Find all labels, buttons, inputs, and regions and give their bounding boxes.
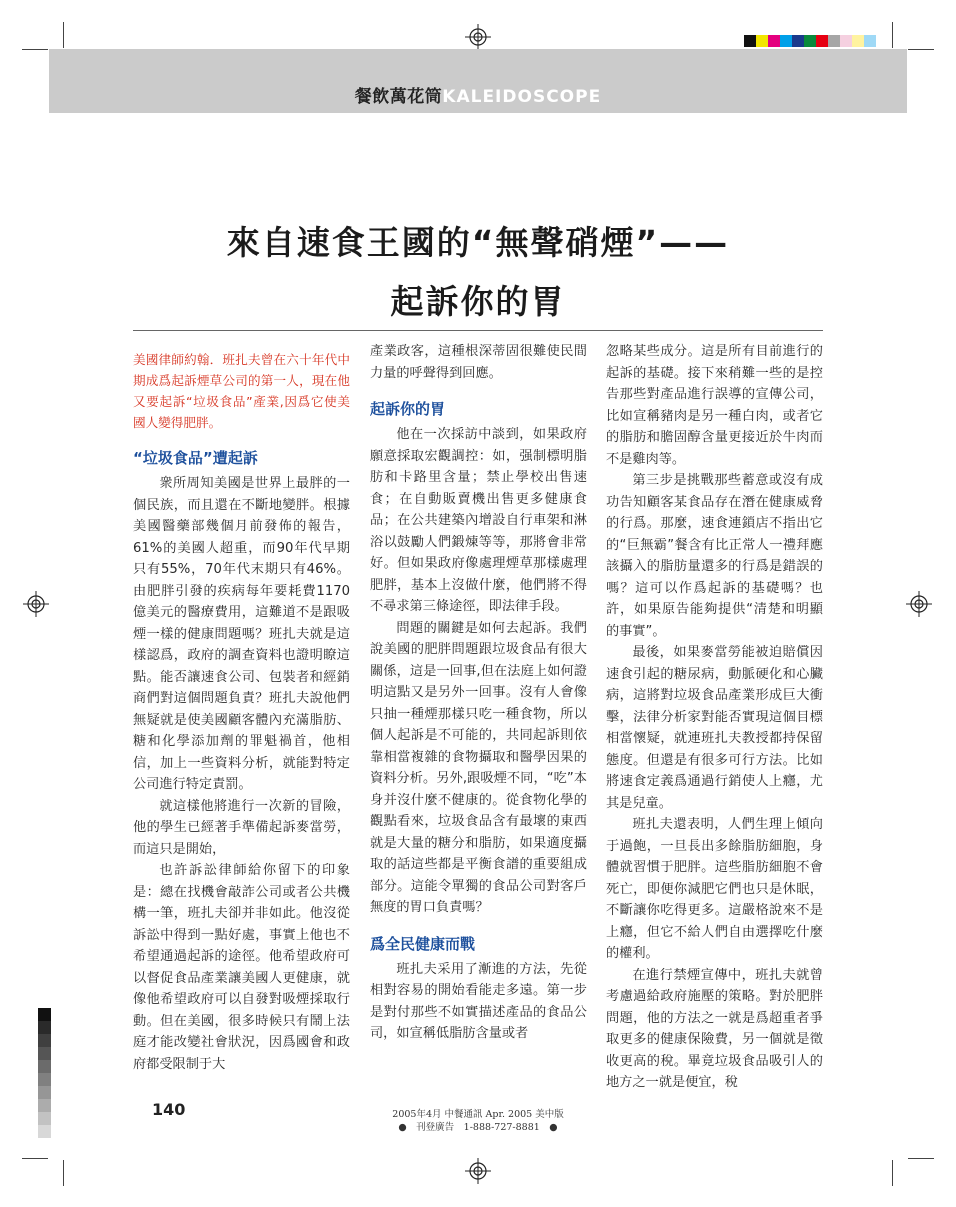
paragraph: 班扎夫采用了漸進的方法，先從相對容易的開始看能走多遠。第一步是對付那些不如實描述產品的食品公司，如宣稱低脂肪含量或者: [370, 961, 587, 1041]
crop-mark: [908, 49, 934, 50]
color-swatch: [792, 35, 804, 47]
registration-mark-icon: [906, 591, 932, 617]
gray-swatch: [38, 1034, 51, 1047]
registration-mark-icon: [465, 24, 491, 50]
crop-mark: [63, 1160, 64, 1186]
paragraph: 忽略某些成分。這是所有目前進行的起訴的基礎。接下來稍難一些的是控告那些對產品進行誤導的宣傳公司，比如宣稱豬肉是另一種白肉，或者它的脂肪和膽固醇含量更接近於牛肉而不是雞肉等。: [606, 344, 823, 467]
article-column-2: [370, 341, 587, 1045]
section-name-zh: 餐飲萬花筒: [354, 87, 443, 107]
gray-swatch: [38, 1086, 51, 1099]
article-title-line1: 來自速食王國的“無聲硝煙”——: [226, 223, 730, 262]
color-swatch: [756, 35, 768, 47]
color-swatch: [768, 35, 780, 47]
crop-mark: [22, 49, 48, 50]
page-number: 140: [152, 1100, 186, 1119]
crop-mark: [63, 22, 64, 48]
color-swatch: [780, 35, 792, 47]
crop-mark: [22, 1158, 48, 1159]
color-swatch: [816, 35, 828, 47]
color-swatch: [804, 35, 816, 47]
crop-mark: [892, 22, 893, 48]
paragraph: 也許訴訟律師給你留下的印象是：總在找機會敲詐公司或者公共機構一筆，班扎夫卻并非如此。他沒從訴訟中得到一點好處，事實上他也不希望通過起訴的途徑。他希望政府可以督促食品產業讓美國人更健康，就像他希望政府可以自發對吸煙採取行動。但在美國，很多時候只有鬧上法庭才能改變社會狀況，因爲國會和政府都受限制于大: [133, 863, 350, 1072]
paragraph: 產業政客，這種根深蒂固很難使民間力量的呼聲得到回應。: [370, 344, 587, 381]
paragraph: 問題的關鍵是如何去起訴。我們說美國的肥胖問題跟垃圾食品有很大關係，這是一回事,但在法庭上如何證明這點又是另外一回事。沒有人會像只抽一種煙那樣只吃一種食物，所以個人起訴是不可能的，共同起訴則依靠相當複雜的食物攝取和醫學因果的資料分析。另外,跟吸煙不同，“吃”本身并沒什麼不健康的。從食物化學的觀點看來，垃圾食品含有最壞的東西就是大量的糖分和脂肪，如果適度攝取的話這些都是平衡食譜的重要組成部分。這能令單獨的食品公司對客戶無度的胃口負責嗎？: [370, 620, 587, 915]
gray-swatch: [38, 1073, 51, 1086]
registration-mark-icon: [465, 1158, 491, 1184]
paragraph: 就這樣他將進行一次新的冒險，他的學生已經著手準備起訴麥當勞，而這只是開始，: [133, 798, 350, 857]
article-column-1: [133, 341, 350, 1075]
section-name-en: KALEIDOSCOPE: [442, 87, 602, 107]
gray-swatch: [38, 1008, 51, 1021]
color-swatch: [852, 35, 864, 47]
registration-mark-icon: [23, 591, 49, 617]
article-column-3: [606, 341, 823, 1094]
section-header: [0, 82, 956, 107]
article-intro: 美國律師約翰．班扎夫曾在六十年代中期成爲起訴煙草公司的第一人，現在他又要起訴“垃圾食品”產業,因爲它使美國人變得肥胖。: [133, 352, 350, 430]
crop-mark: [892, 1160, 893, 1186]
color-swatch: [864, 35, 876, 47]
paragraph: 衆所周知美國是世界上最胖的一個民族，而且還在不斷地變胖。根據美國醫藥部幾個月前發佈的報告，61%的美國人超重，而90年代早期只有55%，70年代末期只有46%。由肥胖引發的疾病每年要耗費1170億美元的醫療費用，這難道不是跟吸煙一樣的健康問題嗎？班扎夫就是這樣認爲，政府的調查資料也證明瞭這點。能否讓速食公司、包裝者和經銷商們對這個問題負責？班扎夫說他們無疑就是使美國顧客體內充滿脂肪、糖和化學添加劑的罪魁禍首，他相信，加上一些資料分析，就能對特定公司進行特定責罰。: [133, 476, 350, 792]
gray-swatch: [38, 1047, 51, 1060]
gray-swatch: [38, 1060, 51, 1073]
crop-mark: [908, 1158, 934, 1159]
title-divider: [133, 330, 823, 331]
paragraph: 在進行禁煙宣傳中，班扎夫就曾考慮過給政府施壓的策略。對於肥胖問題，他的方法之一就是爲超重者爭取更多的健康保險費，另一個就是徵收更高的稅。畢竟垃圾食品吸引人的地方之一就是便宜，稅: [606, 967, 823, 1090]
section-heading: “垃圾食品”遭起訴: [133, 449, 258, 467]
footer-publication: 2005年4月 中餐通訊 Apr. 2005 美中版: [392, 1109, 564, 1120]
color-calibration-bar: [744, 35, 876, 47]
article-title-line2: 起訴你的胃: [390, 282, 566, 321]
footer-advertising: ● 刊登廣告 1-888-727-8881 ●: [398, 1122, 558, 1133]
gray-swatch: [38, 1021, 51, 1034]
section-heading: 爲全民健康而戰: [370, 934, 476, 953]
paragraph: 最後，如果麥當勞能被迫賠償因速食引起的糖尿病，動脈硬化和心臟病，這將對垃圾食品產業形成巨大衝擊，法律分析家對能否實現這個目標相當懷疑，就連班扎夫教授都持保留態度。但還是有很多可行方法。比如將速食定義爲通過行銷使人上癮，尤其是兒童。: [606, 645, 823, 811]
paragraph: 班扎夫還表明，人們生理上傾向于過飽，一旦長出多餘脂肪細胞，身體就習慣于肥胖。這些脂肪細胞不會死亡，即便你減肥它們也只是休眠，不斷讓你吃得更多。這嚴格說來不是上癮，但它不給人們自由選擇吃什麼的權利。: [606, 817, 823, 961]
color-swatch: [744, 35, 756, 47]
section-heading: 起訴你的胃: [370, 400, 446, 418]
paragraph: 第三步是挑戰那些蓄意或沒有成功告知顧客某食品存在潛在健康威脅的行爲。那麼，速食連鎖店不指出它的“巨無霸”餐含有比正常人一禮拜應該攝入的脂肪量還多的行爲是錯誤的嗎？這可以作爲起訴的基礎嗎？也許，如果原告能夠提供“清楚和明顯的事實”。: [606, 473, 823, 639]
color-swatch: [828, 35, 840, 47]
color-swatch: [840, 35, 852, 47]
paragraph: 他在一次採訪中談到，如果政府願意採取宏觀調控：如，强制標明脂肪和卡路里含量；禁止學校出售速食；在自動販賣機出售更多健康食品；在公共建築內增設自行車架和淋浴以鼓勵人們鍛煉等等，那將會非常好。但如果政府像處理煙草那樣處理肥胖，基本上沒做什麼，他們將不得不尋求第三條途徑，即法律手段。: [370, 427, 587, 614]
